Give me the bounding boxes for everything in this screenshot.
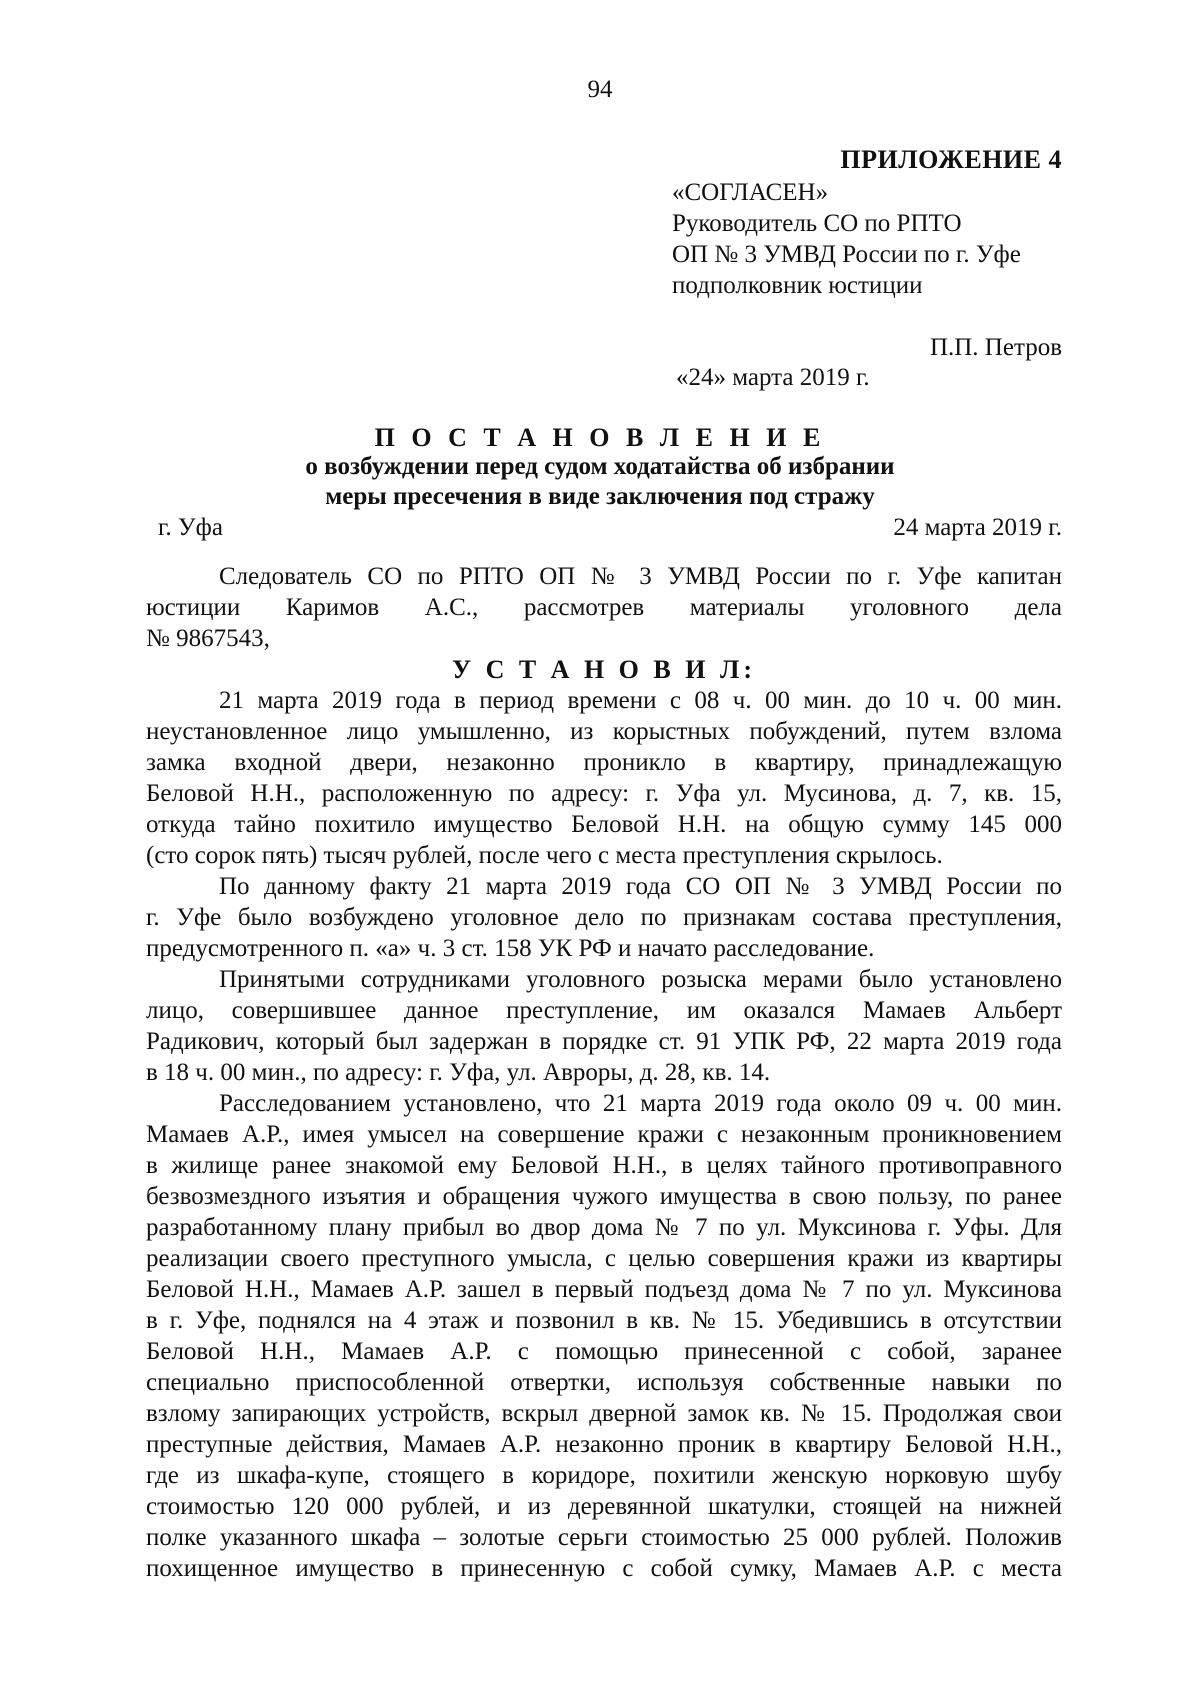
paragraph-4 [146,1088,1062,1584]
text-line: где из шкафа-купе, стоящего в коридоре, похитили женскую норковую шубу [146,1462,1062,1489]
text-line: взлому запирающих устройств, вскрыл дверной замок кв. № 15. Продолжая свои [146,1400,1062,1427]
approval-block [672,177,1021,301]
text-line: Радикович, который был задержан в порядке ст. 91 УПК РФ, 22 марта 2019 года [146,1028,1062,1055]
text-line: Беловой Н.Н., расположенную по адресу: г. Уфа ул. Мусинова, д. 7, кв. 15, [146,780,1062,807]
document-date: 24 марта 2019 г. [893,514,1062,541]
text-line: в г. Уфе, поднялся на 4 этаж и позвонил в кв. № 15. Убедившись в отсутствии [146,1307,1062,1334]
text-line: преступные действия, Мамаев А.Р. незаконно проник в квартиру Беловой Н.Н., [146,1431,1062,1458]
text-line: похищенное имущество в принесенную с собой сумку, Мамаев А.Р. с места [146,1555,1062,1582]
appendix-title: ПРИЛОЖЕНИЕ 4 [840,145,1062,174]
text-line: полке указанного шкафа – золотые серьги стоимостью 25 000 рублей. Положив [146,1524,1062,1551]
document-subtitle [0,452,1200,512]
paragraph-1 [146,685,1062,871]
text-line: специально приспособленной отвертки, используя собственные навыки по [146,1369,1062,1396]
approval-date: «24» марта 2019 г. [676,364,870,391]
established-heading: У С Т А Н О В И Л: [451,655,757,684]
document-title: П О С Т А Н О В Л Е Н И Е [374,423,826,452]
text-line: Беловой Н.Н., Мамаев А.Р. зашел в первый подъезд дома № 7 по ул. Муксинова [146,1276,1062,1303]
text-line: в 18 ч. 00 мин., по адресу: г. Уфа, ул. Авроры, д. 28, кв. 14. [146,1059,771,1086]
text-line: в жилище ранее знакомой ему Беловой Н.Н., в целях тайного противоправного [146,1152,1062,1179]
document-subtitle-line: о возбуждении перед судом ходатайства об избрании [305,453,895,480]
text-line: Беловой Н.Н., Мамаев А.Р. с помощью принесенной с собой, заранее [146,1338,1062,1365]
text-line: По данному факту 21 марта 2019 года СО ОП № 3 УМВД России по [219,873,1062,900]
text-line: безвозмездного изъятия и обращения чужого имущества в свою пользу, по ранее [146,1183,1062,1210]
text-line: реализации своего преступного умысла, с целью совершения кражи из квартиры [146,1245,1062,1272]
text-line: г. Уфе было возбуждено уголовное дело по признакам состава преступления, [146,904,1062,931]
paragraph-3 [146,964,1062,1088]
document-body [146,561,1062,1584]
text-line: Расследованием установлено, что 21 марта 2019 года около 09 ч. 00 мин. [219,1090,1062,1117]
text-line: юстиции Каримов А.С., рассмотрев материалы уголовного дела [146,594,1062,621]
text-line: Мамаев А.Р., имея умысел на совершение кражи с незаконным проникновением [146,1121,1062,1148]
approval-line-rank: подполковник юстиции [672,272,923,299]
signature-name: П.П. Петров [929,334,1062,361]
document-subtitle-line: меры пресечения в виде заключения под стражу [325,483,875,510]
text-line: № 9867543, [146,625,270,652]
text-line: откуда тайно похитило имущество Беловой Н.Н. на общую сумму 145 000 [146,811,1062,838]
document-place: г. Уфа [158,514,223,541]
text-line: Следователь СО по РПТО ОП № 3 УМВД России по г. Уфе капитан [219,563,1062,590]
text-line: стоимостью 120 000 рублей, и из деревянной шкатулки, стоящей на нижней [146,1493,1062,1520]
text-line: разработанному плану прибыл во двор дома № 7 по ул. Муксинова г. Уфы. Для [146,1214,1062,1241]
text-line: неустановленное лицо умышленно, из корыстных побуждений, путем взлома [146,718,1062,745]
text-line: предусмотренного п. «а» ч. 3 ст. 158 УК РФ и начато расследование. [146,935,875,962]
approval-line-department: ОП № 3 УМВД России по г. Уфе [672,241,1021,268]
approval-line-agreed: «СОГЛАСЕН» [672,179,829,206]
approval-line-position: Руководитель СО по РПТО [672,210,962,237]
text-line: 21 марта 2019 года в период времени с 08 ч. 00 мин. до 10 ч. 00 мин. [219,687,1062,714]
text-line: Принятыми сотрудниками уголовного розыска мерами было установлено [219,966,1062,993]
text-line: замка входной двери, незаконно проникло в квартиру, принадлежащую [146,749,1062,776]
paragraph-2 [146,871,1062,964]
text-line: (сто сорок пять) тысяч рублей, после чего с места преступления скрылось. [146,842,943,869]
page-number: 94 [587,76,613,103]
intro-paragraph [146,561,1062,654]
text-line: лицо, совершившее данное преступление, им оказался Мамаев Альберт [146,997,1062,1024]
